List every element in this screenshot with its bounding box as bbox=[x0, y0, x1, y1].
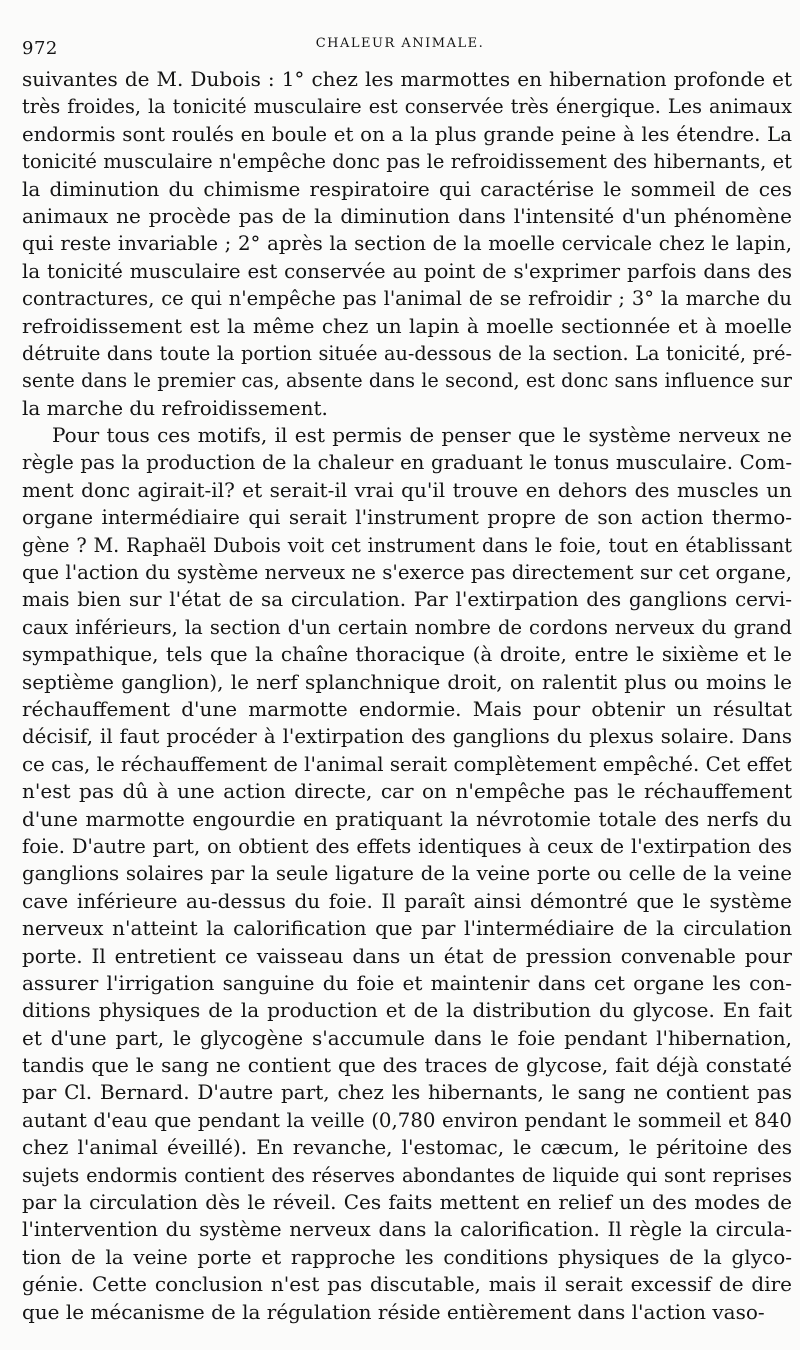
text-line: la diminution du chimisme respiratoire qui caractérise le sommeil de ces bbox=[22, 176, 792, 201]
text-line: animaux ne procède pas de la diminution dans l'intensité d'un phénomène bbox=[22, 203, 792, 228]
text-line: gène ? M. Raphaël Dubois voit cet instrument dans le foie, tout en établissant bbox=[22, 533, 792, 557]
text-line: cave inférieure au-dessus du foie. Il paraît ainsi démontré que le système bbox=[22, 888, 792, 913]
text-line: l'intervention du système nerveux dans la calorification. Il règle la circula- bbox=[22, 1217, 792, 1242]
text-line: que l'action du système nerveux ne s'exerce pas directement sur cet organe, bbox=[22, 561, 792, 585]
text-line: mais bien sur l'état de sa circulation. Par l'extirpation des ganglions cervi- bbox=[22, 587, 792, 612]
text-line: porte. Il entretient ce vaisseau dans un état de pression convenable pour bbox=[22, 943, 792, 968]
text-line: que le mécanisme de la régulation réside entièrement dans l'action vaso- bbox=[22, 1299, 765, 1324]
text-line: ditions physiques de la production et de la distribution du glycose. En fait bbox=[22, 998, 792, 1023]
text-line: par Cl. Bernard. D'autre part, chez les hibernants, le sang ne contient pas bbox=[22, 1080, 792, 1105]
text-line: nerveux n'atteint la calorification que par l'intermédiaire de la circulation bbox=[22, 916, 792, 941]
text-line: caux inférieurs, la section d'un certain nombre de cordons nerveux du grand bbox=[22, 615, 792, 639]
text-line: qui reste invariable ; 2° après la section de la moelle cervicale chez le lapin, bbox=[22, 232, 792, 256]
text-line: autant d'eau que pendant la veille (0,780 environ pendant le sommeil et 840 bbox=[22, 1108, 792, 1132]
text-line: et d'une part, le glycogène s'accumule dans le foie pendant l'hibernation, bbox=[22, 1025, 792, 1050]
text-line: septième ganglion), le nerf splanchnique droit, on ralentit plus ou moins le bbox=[22, 669, 792, 694]
page-number: 972 bbox=[22, 38, 58, 59]
text-line: chez l'animal éveillé). En revanche, l'estomac, le cæcum, le péritoine des bbox=[22, 1135, 792, 1160]
text-line: contractures, ce qui n'empêche pas l'animal de se refroidir ; 3° la marche du bbox=[22, 287, 792, 311]
text-line: sympathique, tels que la chaîne thoracique (à droite, entre le sixième et le bbox=[22, 642, 792, 667]
text-line: sente dans le premier cas, absente dans le second, est donc sans influence sur bbox=[22, 369, 792, 393]
text-line: tion de la veine porte et rapproche les conditions physiques de la glyco- bbox=[22, 1244, 792, 1269]
text-line: très froides, la tonicité musculaire est conservée très énergique. Les animaux bbox=[22, 95, 792, 119]
text-line: tonicité musculaire n'empêche donc pas le refroidissement des hibernants, et bbox=[22, 150, 792, 174]
text-line: détruite dans toute la portion située au-dessous de la section. La tonicité, pré- bbox=[22, 341, 792, 365]
text-line: ganglions solaires par la seule ligature de la veine porte ou celle de la veine bbox=[22, 862, 792, 886]
text-line: organe intermédiaire qui serait l'instrument propre de son action thermo- bbox=[22, 505, 792, 530]
running-title: CHALEUR ANIMALE. bbox=[315, 36, 485, 51]
text-line: la tonicité musculaire est conservée au point de s'exprimer parfois dans des bbox=[22, 259, 792, 283]
text-line: tandis que le sang ne contient que des traces de glycose, fait déjà constaté bbox=[22, 1053, 792, 1078]
text-line: assurer l'irrigation sanguine du foie et maintenir dans cet organe les con- bbox=[22, 970, 792, 995]
text-line: d'une marmotte engourdie en pratiquant la névrotomie totale des nerfs du bbox=[22, 806, 792, 831]
text-line: refroidissement est la même chez un lapin à moelle sectionnée et à moelle bbox=[22, 313, 792, 338]
body-text bbox=[22, 66, 792, 1326]
paragraph bbox=[22, 66, 792, 422]
text-line: la marche du refroidissement. bbox=[22, 395, 328, 420]
text-line: n'est pas dû à une action directe, car on n'empêche pas le réchauffement bbox=[22, 779, 792, 804]
text-line: décisif, il faut procéder à l'extirpation des ganglions du plexus solaire. Dans bbox=[22, 725, 792, 749]
text-line: Pour tous ces motifs, il est permis de penser que le système nerveux ne bbox=[52, 423, 792, 448]
text-line: réchauffement d'une marmotte endormie. Mais pour obtenir un résultat bbox=[22, 696, 792, 721]
text-line: sujets endormis contient des réserves abondantes de liquide qui sont reprises bbox=[22, 1163, 792, 1187]
text-line: ce cas, le réchauffement de l'animal serait complètement empêché. Cet effet bbox=[22, 752, 792, 776]
paragraph bbox=[22, 422, 792, 1326]
text-line: endormis sont roulés en boule et on a la plus grande peine à les étendre. La bbox=[22, 122, 792, 146]
text-line: ment donc agirait-il? et serait-il vrai qu'il trouve en dehors des muscles un bbox=[22, 477, 792, 502]
text-line: par la circulation dès le réveil. Ces faits mettent en relief un des modes de bbox=[22, 1190, 792, 1215]
text-line: règle pas la production de la chaleur en graduant le tonus musculaire. Com- bbox=[22, 451, 792, 475]
text-line: foie. D'autre part, on obtient des effets identiques à ceux de l'extirpation des bbox=[22, 834, 792, 858]
text-line: suivantes de M. Dubois : 1° chez les marmottes en hibernation profonde et bbox=[22, 67, 792, 91]
text-line: génie. Cette conclusion n'est pas discutable, mais il serait excessif de dire bbox=[22, 1272, 792, 1297]
